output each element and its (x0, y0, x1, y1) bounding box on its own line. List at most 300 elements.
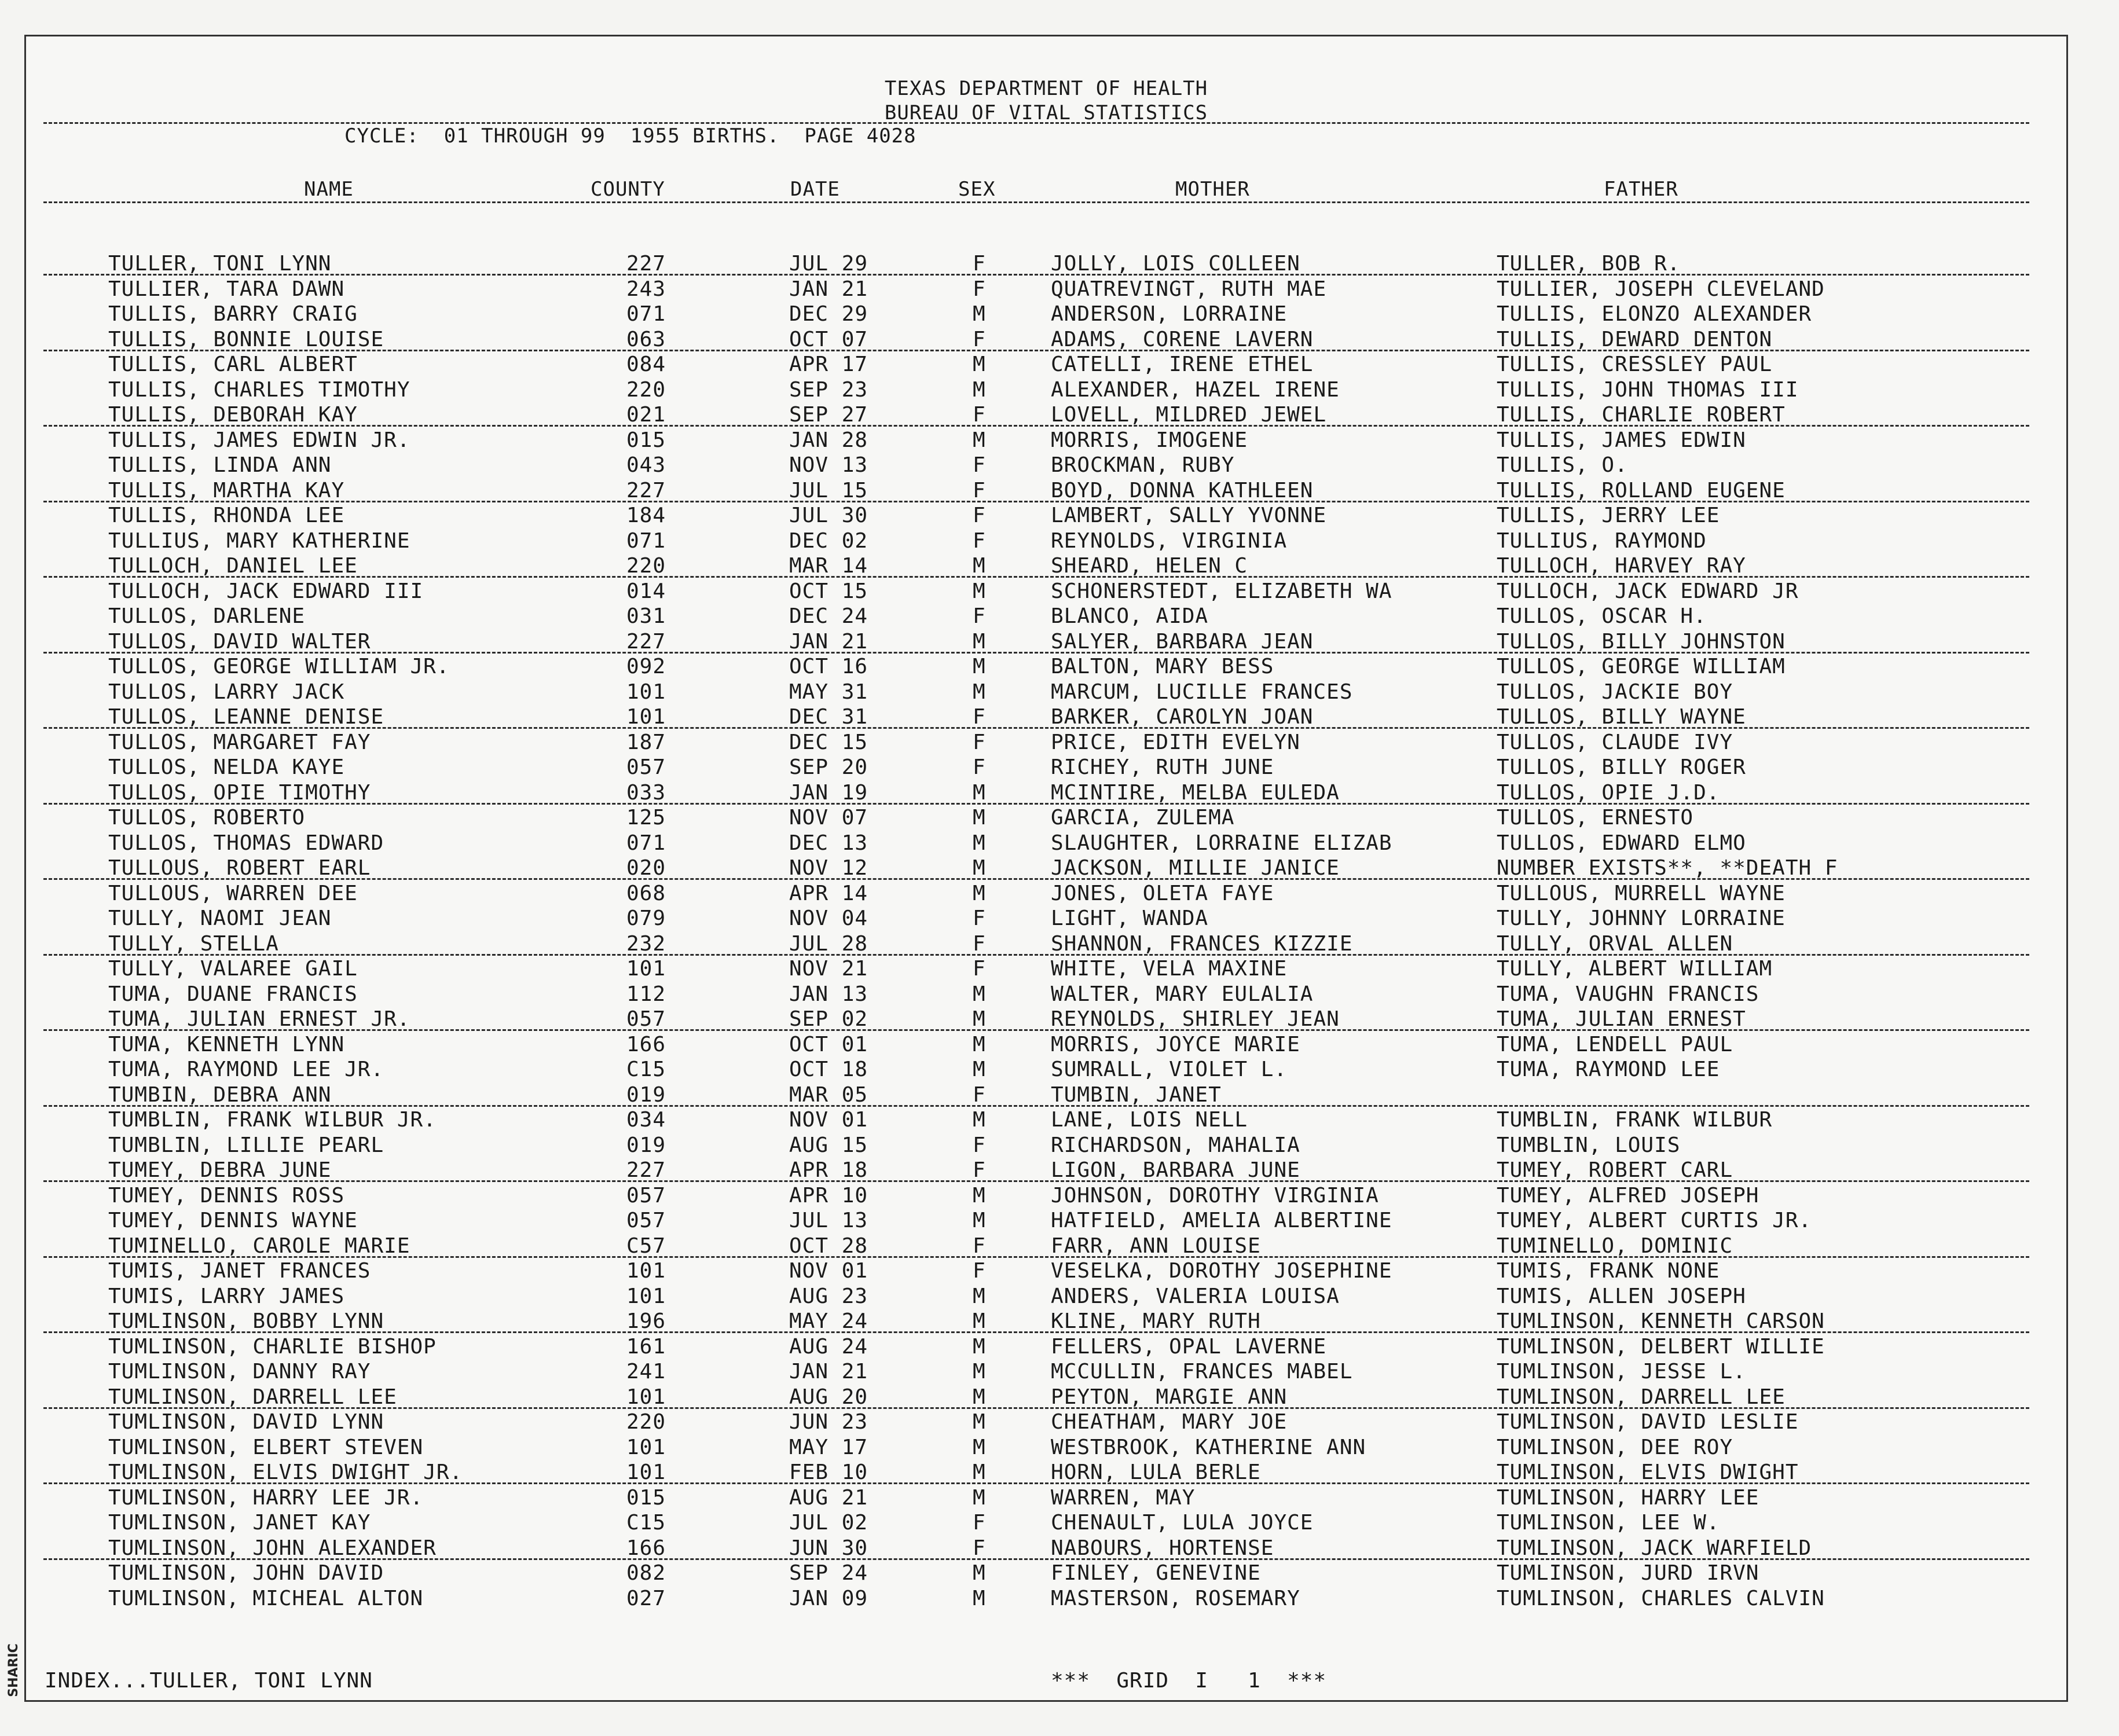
cell-mother: ANDERSON, LORRAINE (1051, 302, 1288, 326)
cell-father: TUMEY, ALBERT CURTIS JR. (1497, 1209, 1812, 1232)
cell-father: TUMLINSON, JESSE L. (1497, 1360, 1746, 1383)
cell-county: 101 (626, 1284, 666, 1308)
cell-father: TUMLINSON, DAVID LESLIE (1497, 1410, 1799, 1434)
cell-father: TUMA, RAYMOND LEE (1497, 1058, 1720, 1081)
cell-father: TUMLINSON, JACK WARFIELD (1497, 1536, 1812, 1560)
cell-sex: M (973, 1435, 986, 1459)
cell-county: 101 (626, 1460, 666, 1484)
cell-father: NUMBER EXISTS**, **DEATH F (1497, 856, 1838, 880)
cell-date: OCT 16 (789, 655, 868, 678)
cell-mother: MORRIS, IMOGENE (1051, 428, 1248, 452)
cell-county: 092 (626, 655, 666, 678)
cell-sex: F (973, 252, 986, 276)
column-header-date: DATE (790, 178, 840, 201)
cell-county: 034 (626, 1108, 666, 1132)
cell-county: 057 (626, 1183, 666, 1208)
cell-date: JAN 21 (789, 1360, 868, 1383)
cell-name: TUMEY, DEBRA JUNE (108, 1158, 332, 1182)
table-row (26, 353, 2066, 378)
cell-county: 021 (626, 403, 666, 427)
cell-father: TUMLINSON, ELVIS DWIGHT (1497, 1460, 1799, 1484)
cell-county: 057 (626, 1209, 666, 1232)
cell-county: 084 (626, 353, 666, 376)
cell-name: TUMLINSON, MICHEAL ALTON (108, 1586, 424, 1610)
cell-date: JUL 29 (789, 252, 868, 276)
cell-father: TUMLINSON, CHARLES CALVIN (1497, 1586, 1825, 1610)
cell-father: TULLIS, JOHN THOMAS III (1497, 377, 1799, 402)
cell-county: 043 (626, 453, 666, 477)
cell-sex: M (973, 1309, 986, 1333)
cell-sex: M (973, 1108, 986, 1132)
table-row (26, 630, 2066, 655)
cell-county: 166 (626, 1032, 666, 1056)
cell-county: 019 (626, 1082, 666, 1107)
cell-date: JUL 13 (789, 1209, 868, 1232)
table-row (26, 1360, 2066, 1385)
cell-father: TULLOS, EDWARD ELMO (1497, 831, 1746, 855)
cell-father: TUMLINSON, DARRELL LEE (1497, 1385, 1786, 1409)
cell-sex: M (973, 579, 986, 603)
cell-mother: CATELLI, IRENE ETHEL (1051, 353, 1314, 376)
cell-date: JAN 21 (789, 277, 868, 301)
cell-date: AUG 15 (789, 1133, 868, 1157)
cell-name: TULLIS, CHARLES TIMOTHY (108, 377, 410, 402)
cell-name: TULLOUS, WARREN DEE (108, 881, 358, 905)
cell-name: TUMLINSON, BOBBY LYNN (108, 1309, 384, 1333)
cell-date: NOV 13 (789, 453, 868, 477)
cell-father: TULLIS, CHARLIE ROBERT (1497, 403, 1786, 427)
cell-sex: M (973, 1460, 986, 1484)
cell-sex: M (973, 1209, 986, 1232)
table-row (26, 1133, 2066, 1159)
cell-mother: PRICE, EDITH EVELYN (1051, 730, 1300, 754)
cell-mother: BROCKMAN, RUBY (1051, 453, 1235, 477)
cell-father: TULLER, BOB R. (1497, 252, 1681, 276)
cell-date: AUG 20 (789, 1385, 868, 1409)
cell-mother: BALTON, MARY BESS (1051, 655, 1274, 678)
cell-county: 079 (626, 906, 666, 930)
cell-name: TUMLINSON, JOHN DAVID (108, 1561, 384, 1585)
cell-name: TULLIER, TARA DAWN (108, 277, 345, 301)
cell-county: 101 (626, 705, 666, 729)
cell-name: TUMA, DUANE FRANCIS (108, 982, 358, 1006)
table-row (26, 554, 2066, 579)
table-row (26, 1234, 2066, 1260)
table-row (26, 1561, 2066, 1587)
cell-father: TUMA, VAUGHN FRANCIS (1497, 982, 1759, 1006)
cell-father: TUMEY, ALFRED JOSEPH (1497, 1183, 1759, 1208)
cell-date: MAY 31 (789, 680, 868, 704)
cell-county: 243 (626, 277, 666, 301)
cell-sex: F (973, 528, 986, 553)
cell-sex: M (973, 1058, 986, 1081)
cell-mother: SCHONERSTEDT, ELIZABETH WA (1051, 579, 1392, 603)
cell-county: 196 (626, 1309, 666, 1333)
cell-date: SEP 27 (789, 403, 868, 427)
cell-name: TUMEY, DENNIS WAYNE (108, 1209, 358, 1232)
cell-date: APR 14 (789, 881, 868, 905)
column-header-rule (43, 201, 2029, 203)
cell-sex: F (973, 755, 986, 779)
table-row (26, 428, 2066, 454)
cell-mother: SHANNON, FRANCES KIZZIE (1051, 931, 1353, 956)
table-row (26, 378, 2066, 403)
cell-county: 071 (626, 831, 666, 855)
cell-mother: RICHARDSON, MAHALIA (1051, 1133, 1300, 1157)
cell-date: OCT 28 (789, 1234, 868, 1258)
cell-county: 184 (626, 504, 666, 527)
cell-date: OCT 15 (789, 579, 868, 603)
cell-sex: M (973, 831, 986, 855)
cell-county: 015 (626, 1485, 666, 1510)
cell-name: TULLOS, ROBERTO (108, 806, 306, 830)
cell-date: OCT 07 (789, 327, 868, 351)
cell-county: 112 (626, 982, 666, 1006)
cell-date: DEC 31 (789, 705, 868, 729)
cell-mother: MCINTIRE, MELBA EULEDA (1051, 780, 1340, 805)
cell-county: 161 (626, 1334, 666, 1359)
cell-date: DEC 02 (789, 528, 868, 553)
cell-county: 101 (626, 680, 666, 704)
cell-sex: M (973, 1410, 986, 1434)
cell-father: TULLY, ORVAL ALLEN (1497, 931, 1733, 956)
cell-sex: F (973, 931, 986, 956)
cell-sex: F (973, 730, 986, 754)
cell-father: TULLOS, OSCAR H. (1497, 604, 1707, 628)
cell-father: TUMBLIN, FRANK WILBUR (1497, 1108, 1773, 1132)
cell-sex: M (973, 806, 986, 830)
cell-date: OCT 01 (789, 1032, 868, 1056)
cell-sex: M (973, 982, 986, 1006)
column-header-name: NAME (304, 178, 354, 201)
cell-date: JAN 09 (789, 1586, 868, 1610)
cell-father: TULLOS, OPIE J.D. (1497, 780, 1720, 805)
table-row (26, 906, 2066, 932)
cell-mother: ALEXANDER, HAZEL IRENE (1051, 377, 1340, 402)
cell-sex: M (973, 1586, 986, 1610)
cell-name: TUMEY, DENNIS ROSS (108, 1183, 345, 1208)
cell-father: TUMINELLO, DOMINIC (1497, 1234, 1733, 1258)
cell-name: TULLIS, JAMES EDWIN JR. (108, 428, 410, 452)
cell-mother: PEYTON, MARGIE ANN (1051, 1385, 1288, 1409)
cell-name: TUMLINSON, JOHN ALEXANDER (108, 1536, 437, 1560)
table-row (26, 806, 2066, 831)
cell-name: TUMBIN, DEBRA ANN (108, 1082, 332, 1107)
cell-mother: BOYD, DONNA KATHLEEN (1051, 478, 1314, 502)
cell-mother: NABOURS, HORTENSE (1051, 1536, 1274, 1560)
cell-mother: HATFIELD, AMELIA ALBERTINE (1051, 1209, 1392, 1232)
cell-sex: M (973, 353, 986, 376)
cell-sex: F (973, 957, 986, 981)
cell-father: TULLY, JOHNNY LORRAINE (1497, 906, 1786, 930)
table-row (26, 1587, 2066, 1612)
cell-county: 227 (626, 252, 666, 276)
cell-father: TULLIS, ROLLAND EUGENE (1497, 478, 1786, 502)
cell-name: TULLOCH, DANIEL LEE (108, 554, 358, 578)
cell-name: TUMLINSON, HARRY LEE JR. (108, 1485, 424, 1510)
table-row (26, 479, 2066, 504)
cell-county: 101 (626, 1435, 666, 1459)
cycle-line: CYCLE: 01 THROUGH 99 1955 BIRTHS. PAGE 4028 (344, 124, 916, 148)
table-row (26, 1436, 2066, 1461)
cell-sex: F (973, 705, 986, 729)
table-row (26, 957, 2066, 982)
cell-mother: WESTBROOK, KATHERINE ANN (1051, 1435, 1366, 1459)
cell-mother: LOVELL, MILDRED JEWEL (1051, 403, 1327, 427)
cell-sex: M (973, 1485, 986, 1510)
cell-name: TUMLINSON, DARRELL LEE (108, 1385, 397, 1409)
cell-county: 227 (626, 478, 666, 502)
cell-county: 015 (626, 428, 666, 452)
cell-father: TULLOS, CLAUDE IVY (1497, 730, 1733, 754)
cell-county: 033 (626, 780, 666, 805)
cell-name: TULLOUS, ROBERT EARL (108, 856, 371, 880)
cell-date: APR 17 (789, 353, 868, 376)
cell-father: TULLIS, O. (1497, 453, 1628, 477)
cell-county: 082 (626, 1561, 666, 1585)
table-row (26, 1058, 2066, 1083)
cell-father: TULLOS, BILLY JOHNSTON (1497, 629, 1786, 654)
cell-name: TULLIS, RHONDA LEE (108, 504, 345, 527)
cell-sex: M (973, 1007, 986, 1031)
cell-county: 071 (626, 528, 666, 553)
cell-name: TUMLINSON, DAVID LYNN (108, 1410, 384, 1434)
cell-date: DEC 13 (789, 831, 868, 855)
cell-date: FEB 10 (789, 1460, 868, 1484)
cell-name: TULLIS, BONNIE LOUISE (108, 327, 384, 351)
table-row (26, 1410, 2066, 1436)
table-row (26, 731, 2066, 756)
cell-county: 063 (626, 327, 666, 351)
cell-mother: REYNOLDS, SHIRLEY JEAN (1051, 1007, 1340, 1031)
cell-county: 019 (626, 1133, 666, 1157)
cell-father: TULLOS, ERNESTO (1497, 806, 1694, 830)
cell-county: C57 (626, 1234, 666, 1258)
cell-mother: HORN, LULA BERLE (1051, 1460, 1261, 1484)
cell-date: NOV 21 (789, 957, 868, 981)
cell-name: TULLOS, DARLENE (108, 604, 306, 628)
cell-county: 101 (626, 1385, 666, 1409)
cell-date: DEC 15 (789, 730, 868, 754)
cell-name: TULLIS, LINDA ANN (108, 453, 332, 477)
table-row (26, 604, 2066, 630)
cell-mother: BARKER, CAROLYN JOAN (1051, 705, 1314, 729)
cell-sex: M (973, 629, 986, 654)
cell-name: TUMLINSON, ELVIS DWIGHT JR. (108, 1460, 463, 1484)
cell-name: TUMINELLO, CAROLE MARIE (108, 1234, 410, 1258)
cell-name: TUMLINSON, ELBERT STEVEN (108, 1435, 424, 1459)
cell-mother: CHEATHAM, MARY JOE (1051, 1410, 1288, 1434)
cell-date: OCT 18 (789, 1058, 868, 1081)
cell-name: TUMLINSON, CHARLIE BISHOP (108, 1334, 437, 1359)
cell-mother: FARR, ANN LOUISE (1051, 1234, 1261, 1258)
cell-mother: MASTERSON, ROSEMARY (1051, 1586, 1300, 1610)
cell-date: SEP 20 (789, 755, 868, 779)
table-row (26, 1209, 2066, 1234)
cell-county: 068 (626, 881, 666, 905)
records-table (26, 252, 2066, 1612)
cell-sex: M (973, 780, 986, 805)
cell-county: 057 (626, 755, 666, 779)
cell-father: TULLIER, JOSEPH CLEVELAND (1497, 277, 1825, 301)
cell-name: TULLER, TONI LYNN (108, 252, 332, 276)
cell-date: MAY 24 (789, 1309, 868, 1333)
table-row (26, 504, 2066, 529)
table-row (26, 1511, 2066, 1536)
cell-sex: M (973, 554, 986, 578)
cell-date: JAN 13 (789, 982, 868, 1006)
cell-name: TULLY, STELLA (108, 931, 279, 956)
cell-sex: M (973, 1385, 986, 1409)
cell-father: TULLIS, JAMES EDWIN (1497, 428, 1746, 452)
cell-date: JUL 02 (789, 1511, 868, 1535)
cell-father: TULLY, ALBERT WILLIAM (1497, 957, 1773, 981)
cell-name: TULLOS, LEANNE DENISE (108, 705, 384, 729)
cell-mother: KLINE, MARY RUTH (1051, 1309, 1261, 1333)
cell-mother: FELLERS, OPAL LAVERNE (1051, 1334, 1327, 1359)
cell-name: TULLOS, GEORGE WILLIAM JR. (108, 655, 450, 678)
cell-sex: F (973, 453, 986, 477)
cell-father: TULLOS, JACKIE BOY (1497, 680, 1733, 704)
cell-sex: F (973, 1259, 986, 1283)
cell-mother: WHITE, VELA MAXINE (1051, 957, 1288, 981)
cell-date: APR 10 (789, 1183, 868, 1208)
cell-mother: ANDERS, VALERIA LOUISA (1051, 1284, 1340, 1308)
column-header-sex: SEX (958, 178, 996, 201)
table-row (26, 1385, 2066, 1411)
cell-sex: M (973, 1334, 986, 1359)
cell-sex: F (973, 478, 986, 502)
cell-name: TUMIS, JANET FRANCES (108, 1259, 371, 1283)
footer-index: INDEX...TULLER, TONI LYNN (45, 1669, 373, 1693)
cell-name: TUMBLIN, LILLIE PEARL (108, 1133, 384, 1157)
cell-father: TUMIS, FRANK NONE (1497, 1259, 1720, 1283)
cell-mother: JACKSON, MILLIE JANICE (1051, 856, 1340, 880)
cell-father: TUMA, LENDELL PAUL (1497, 1032, 1733, 1056)
cell-mother: LANE, LOIS NELL (1051, 1108, 1248, 1132)
cell-mother: SUMRALL, VIOLET L. (1051, 1058, 1288, 1081)
cell-county: 057 (626, 1007, 666, 1031)
agency-title: TEXAS DEPARTMENT OF HEALTH (884, 77, 1208, 100)
cell-mother: VESELKA, DOROTHY JOSEPHINE (1051, 1259, 1392, 1283)
cell-date: JUL 15 (789, 478, 868, 502)
cell-name: TUMA, JULIAN ERNEST JR. (108, 1007, 410, 1031)
column-header-father: FATHER (1604, 178, 1678, 201)
table-row (26, 328, 2066, 353)
cell-county: C15 (626, 1511, 666, 1535)
cell-date: JUL 28 (789, 931, 868, 956)
cell-mother: QUATREVINGT, RUTH MAE (1051, 277, 1327, 301)
cell-mother: LIGHT, WANDA (1051, 906, 1209, 930)
cell-name: TUMIS, LARRY JAMES (108, 1284, 345, 1308)
cell-father: TUMIS, ALLEN JOSEPH (1497, 1284, 1746, 1308)
table-row (26, 1335, 2066, 1360)
cell-county: 220 (626, 1410, 666, 1434)
cell-date: NOV 12 (789, 856, 868, 880)
table-row (26, 932, 2066, 957)
cell-father: TULLIS, ELONZO ALEXANDER (1497, 302, 1812, 326)
cell-mother: MCCULLIN, FRANCES MABEL (1051, 1360, 1353, 1383)
cell-date: JAN 28 (789, 428, 868, 452)
cell-date: NOV 04 (789, 906, 868, 930)
cell-mother: SHEARD, HELEN C (1051, 554, 1248, 578)
cell-date: DEC 24 (789, 604, 868, 628)
cell-county: 227 (626, 1158, 666, 1182)
cell-date: JAN 21 (789, 629, 868, 654)
cell-sex: M (973, 428, 986, 452)
cell-county: 220 (626, 377, 666, 402)
cell-sex: M (973, 1032, 986, 1056)
cell-father: TULLIS, DEWARD DENTON (1497, 327, 1773, 351)
cell-father: TULLOS, BILLY WAYNE (1497, 705, 1746, 729)
table-row (26, 1083, 2066, 1109)
cell-mother: REYNOLDS, VIRGINIA (1051, 528, 1288, 553)
cell-father: TULLOS, BILLY ROGER (1497, 755, 1746, 779)
cell-sex: M (973, 1183, 986, 1208)
cell-sex: F (973, 1082, 986, 1107)
cell-mother: RICHEY, RUTH JUNE (1051, 755, 1274, 779)
cell-sex: F (973, 277, 986, 301)
cell-county: 027 (626, 1586, 666, 1610)
cell-date: MAR 05 (789, 1082, 868, 1107)
cell-date: MAR 14 (789, 554, 868, 578)
cell-sex: M (973, 680, 986, 704)
cell-mother: GARCIA, ZULEMA (1051, 806, 1235, 830)
cell-mother: JOHNSON, DOROTHY VIRGINIA (1051, 1183, 1379, 1208)
side-stamp-text: SHARIC (6, 1643, 21, 1697)
cell-father: TUMBLIN, LOUIS (1497, 1133, 1681, 1157)
cell-sex: F (973, 1511, 986, 1535)
cell-sex: M (973, 302, 986, 326)
table-row (26, 277, 2066, 303)
cell-date: NOV 01 (789, 1108, 868, 1132)
table-row (26, 1536, 2066, 1562)
cell-father: TULLOS, GEORGE WILLIAM (1497, 655, 1786, 678)
cell-name: TULLOS, DAVID WALTER (108, 629, 371, 654)
cell-mother: BLANCO, AIDA (1051, 604, 1209, 628)
cell-county: 220 (626, 554, 666, 578)
cell-father: TUMLINSON, JURD IRVN (1497, 1561, 1759, 1585)
cell-county: 227 (626, 629, 666, 654)
cell-name: TULLOS, THOMAS EDWARD (108, 831, 384, 855)
cell-date: MAY 17 (789, 1435, 868, 1459)
cell-sex: F (973, 906, 986, 930)
cell-sex: F (973, 604, 986, 628)
header-rule (43, 122, 2029, 124)
cell-mother: LIGON, BARBARA JUNE (1051, 1158, 1300, 1182)
table-row (26, 856, 2066, 882)
cell-county: 187 (626, 730, 666, 754)
cell-name: TULLOS, OPIE TIMOTHY (108, 780, 371, 805)
cell-name: TULLIS, CARL ALBERT (108, 353, 358, 376)
table-row (26, 1309, 2066, 1335)
cell-date: AUG 24 (789, 1334, 868, 1359)
table-row (26, 1284, 2066, 1310)
table-row (26, 655, 2066, 680)
cell-county: 020 (626, 856, 666, 880)
table-row (26, 1108, 2066, 1133)
cell-date: NOV 07 (789, 806, 868, 830)
cell-name: TUMA, KENNETH LYNN (108, 1032, 345, 1056)
cell-mother: TUMBIN, JANET (1051, 1082, 1222, 1107)
cell-father: TUMLINSON, DEE ROY (1497, 1435, 1733, 1459)
cell-sex: F (973, 1133, 986, 1157)
cell-sex: M (973, 655, 986, 678)
cell-date: SEP 24 (789, 1561, 868, 1585)
table-row (26, 453, 2066, 479)
cell-name: TULLOCH, JACK EDWARD III (108, 579, 424, 603)
table-row (26, 831, 2066, 857)
